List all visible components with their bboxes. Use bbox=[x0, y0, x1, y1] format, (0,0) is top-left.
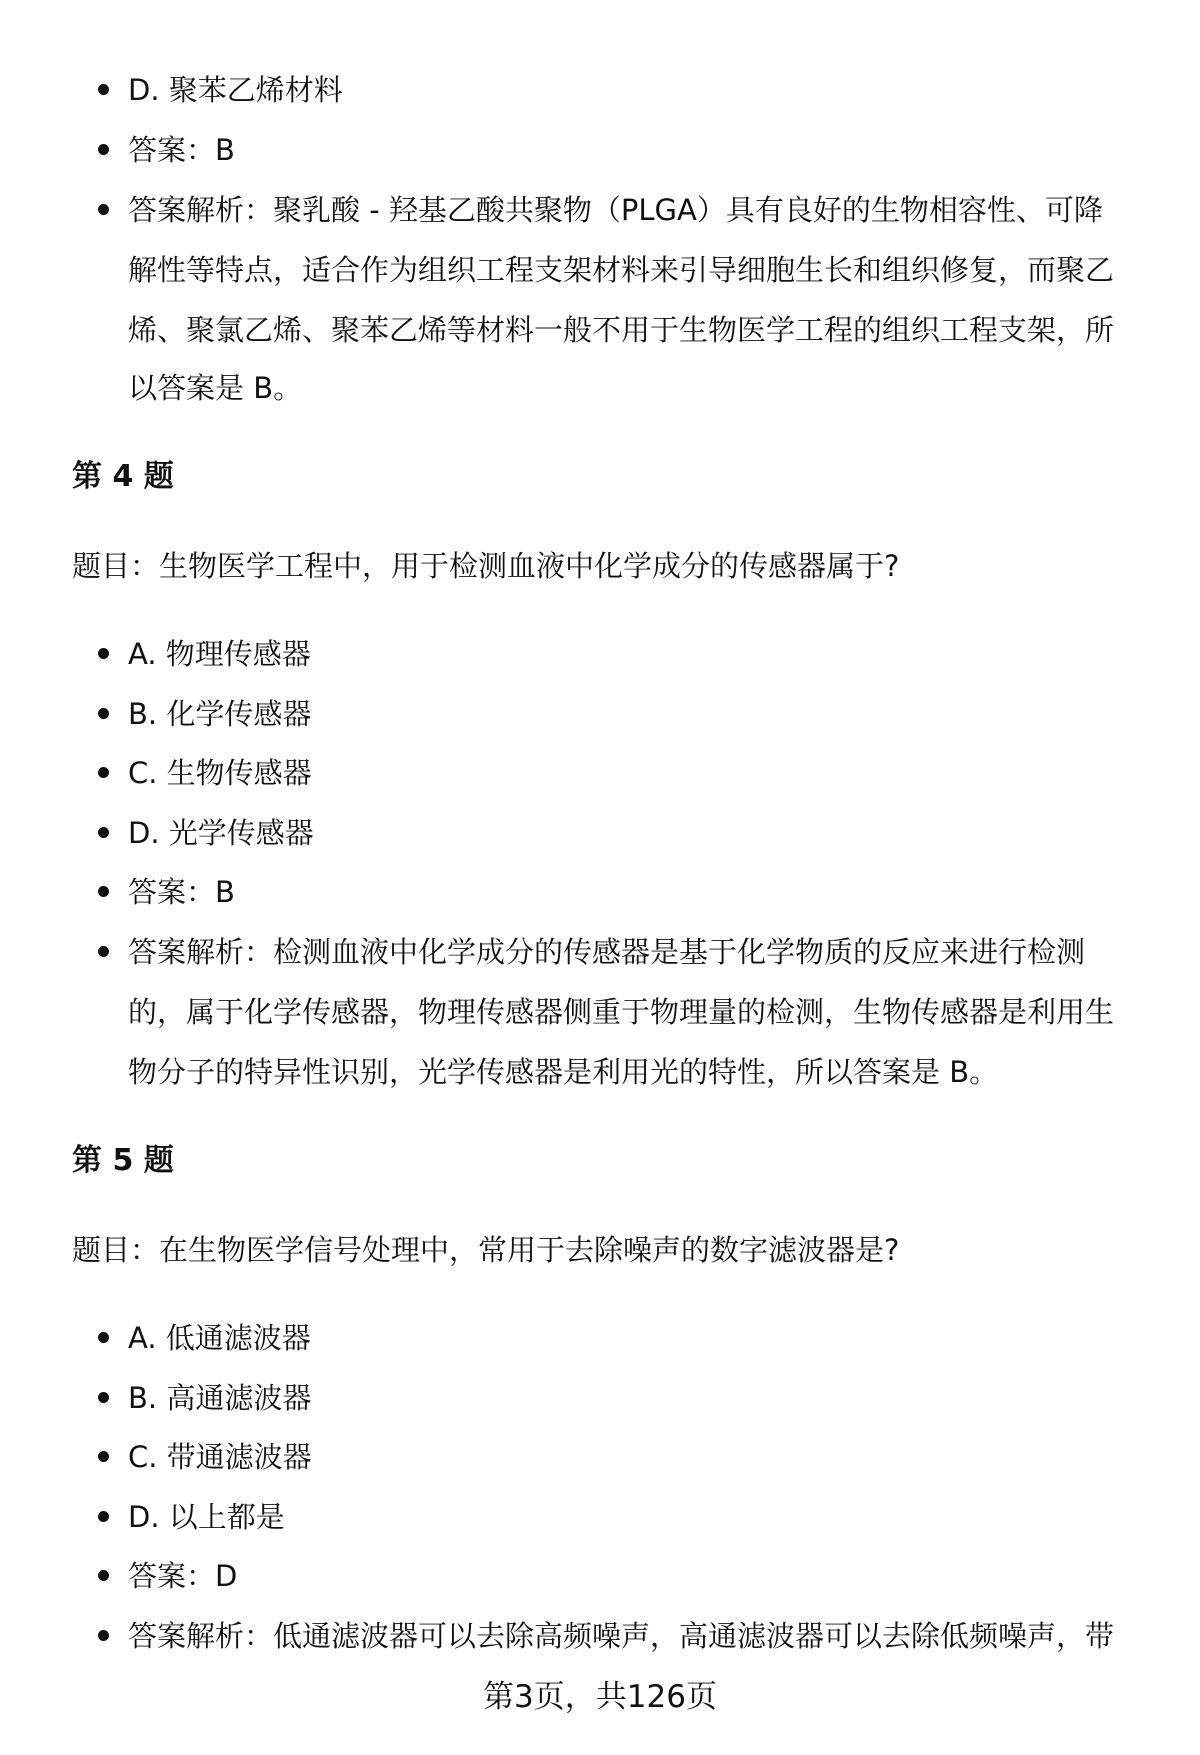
q5-answer: 答案：D bbox=[128, 1559, 238, 1593]
q3-answer: 答案：B bbox=[128, 133, 235, 167]
bullet-icon bbox=[98, 648, 109, 659]
q5-explanation-line: 答案解析：低通滤波器可以去除高频噪声，高通滤波器可以去除低频噪声，带 bbox=[128, 1619, 1115, 1653]
q4-answer: 答案：B bbox=[128, 875, 235, 909]
bullet-icon bbox=[98, 144, 109, 155]
bullet-icon bbox=[98, 1570, 109, 1581]
bullet-icon bbox=[98, 946, 109, 957]
bullet-icon bbox=[98, 1392, 109, 1403]
q4-option-a: A. 物理传感器 bbox=[128, 637, 311, 671]
q4-option-d: D. 光学传感器 bbox=[128, 816, 314, 850]
q4-heading: 第 4 题 bbox=[72, 459, 174, 494]
page-number: 第3页，共126页 bbox=[483, 1679, 717, 1715]
q4-explanation-line: 的，属于化学传感器，物理传感器侧重于物理量的检测，生物传感器是利用生 bbox=[128, 995, 1115, 1029]
q5-option-d: D. 以上都是 bbox=[128, 1500, 285, 1534]
bullet-icon bbox=[98, 1451, 109, 1462]
q3-explanation-line: 解性等特点，适合作为组织工程支架材料来引导细胞生长和组织修复，而聚乙 bbox=[128, 253, 1115, 287]
q5-heading: 第 5 题 bbox=[72, 1143, 174, 1178]
bullet-icon bbox=[98, 1630, 109, 1641]
bullet-icon bbox=[98, 1511, 109, 1522]
q3-explanation-line: 以答案是 B。 bbox=[128, 371, 303, 405]
q4-explanation-line: 答案解析：检测血液中化学成分的传感器是基于化学物质的反应来进行检测 bbox=[128, 935, 1086, 969]
bullet-icon bbox=[98, 886, 109, 897]
q3-option-d: D. 聚苯乙烯材料 bbox=[128, 73, 343, 107]
q5-option-a: A. 低通滤波器 bbox=[128, 1321, 311, 1355]
q5-question: 题目：在生物医学信号处理中，常用于去除噪声的数字滤波器是? bbox=[72, 1233, 900, 1267]
bullet-icon bbox=[98, 767, 109, 778]
bullet-icon bbox=[98, 827, 109, 838]
bullet-icon bbox=[98, 708, 109, 719]
bullet-icon bbox=[98, 1332, 109, 1343]
q3-explanation-line: 烯、聚氯乙烯、聚苯乙烯等材料一般不用于生物医学工程的组织工程支架，所 bbox=[128, 313, 1115, 347]
q4-option-c: C. 生物传感器 bbox=[128, 756, 312, 790]
q4-explanation-line: 物分子的特异性识别，光学传感器是利用光的特性，所以答案是 B。 bbox=[128, 1055, 999, 1089]
bullet-icon bbox=[98, 204, 109, 215]
q5-option-c: C. 带通滤波器 bbox=[128, 1440, 312, 1474]
q4-option-b: B. 化学传感器 bbox=[128, 697, 312, 731]
q4-question: 题目：生物医学工程中，用于检测血液中化学成分的传感器属于? bbox=[72, 549, 900, 583]
q5-option-b: B. 高通滤波器 bbox=[128, 1381, 312, 1415]
q3-explanation-line: 答案解析：聚乳酸 - 羟基乙酸共聚物（PLGA）具有良好的生物相容性、可降 bbox=[128, 193, 1103, 227]
bullet-icon bbox=[98, 84, 109, 95]
